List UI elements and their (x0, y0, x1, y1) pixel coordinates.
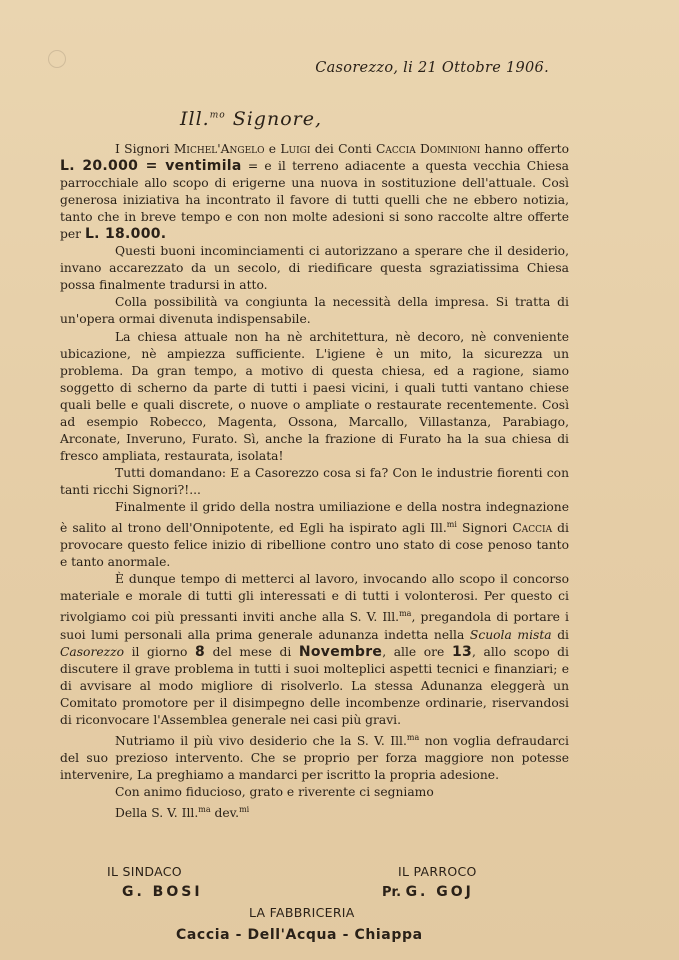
paragraph-invitation (60, 571, 569, 729)
text: di provocare questo felice inizio di ribellione contro uno stato di cose penoso tanto e tanto anormale. (60, 521, 569, 570)
collected-amount: L. 18.000. (84, 226, 167, 243)
fabbriceria-names: Caccia - Dell'Acqua - Chiappa (176, 927, 423, 943)
text: , pregandola di portare i suoi lumi personali alla prima generale adunanza indetta nella (60, 610, 569, 642)
text: Della S. V. Ill. (115, 806, 199, 821)
parroco-signature (382, 884, 474, 900)
text: , allo scopo di discutere il grave problema in tutti i suoi molteplici aspetti tecnici e finanziari; e di avvisare al modo migliore di risolverlo. La stessa Adunanza eleggerà un Comitato promotore per il disimpegno delle incombenze ordinarie, riservandosi di riconvocare l'Assemblea generale nei casi più gravi. (60, 644, 569, 727)
letter-date: Casorezzo, li 21 Ottobre 1906. (315, 60, 549, 76)
text: hanno offerto (480, 142, 569, 156)
paragraph-valediction (60, 801, 569, 822)
text: il giorno (123, 644, 196, 659)
letter-body (60, 141, 569, 822)
meeting-place: Scuola mista (469, 627, 552, 642)
paper-stain (48, 50, 66, 68)
offer-amount: L. 20.000 = ventimila (60, 158, 242, 175)
salutation-title: Ill. (180, 108, 210, 130)
text: , alle ore (382, 644, 452, 659)
paragraph-request (60, 729, 569, 784)
text: dev. (210, 806, 240, 821)
text: dei Conti (310, 142, 376, 156)
salutation (180, 108, 322, 130)
paragraph-offer (60, 141, 569, 243)
text: Signori (456, 521, 513, 536)
donor-family: Caccia Dominioni (375, 142, 481, 156)
text: I Signori (115, 142, 174, 156)
fabbriceria-title: LA FABBRICERIA (249, 905, 355, 920)
text: e (264, 142, 281, 156)
text: = e il terreno adiacente a questa vecchia Chiesa parrocchiale allo scopo di erigerne una nuova in sostituzione dell'attuale. Così generosa iniziativa ha incontrato il favore di tutti quelli che ne ebbero notizia, tanto che in breve tempo e con non molte adesioni si sono raccolte altre offerte per (60, 159, 569, 242)
paragraph-necessity: Colla possibilità va congiunta la necessità della impresa. Si tratta di un'opera ormai divenuta indispensabile. (60, 295, 569, 327)
superscript: ma (399, 609, 412, 619)
meeting-town: Casorezzo (60, 644, 124, 659)
sindaco-name: G. BOSI (122, 884, 203, 900)
superscript: mi (446, 520, 457, 530)
paragraph-inspiration (60, 499, 569, 571)
parroco-name: G. GOJ (405, 884, 474, 900)
meeting-hour: 13 (451, 643, 473, 660)
text: di (551, 627, 569, 642)
donor-name: Luigi (280, 142, 311, 156)
superscript: ma (198, 805, 211, 815)
superscript: mi (239, 805, 250, 815)
paragraph-closing: Con animo fiducioso, grato e riverente ci segniamo (115, 785, 434, 800)
text: non voglia defraudarci del suo prezioso intervento. Che se proprio per forza maggiore non potesse intervenire, La preghiamo a mandarci per iscritto la propria adesione. (60, 733, 569, 782)
parroco-prefix: Pr. (382, 885, 402, 900)
paragraph-church-state: La chiesa attuale non ha nè architettura, nè decoro, nè conveniente ubicazione, nè ampiezza sufficiente. L'igiene è un mito, la sicurezza un problema. Da gran tempo, a motivo di questa chiesa, ed a ragione, siamo soggetto di scherno da parte di tutti i paesi vicini, i quali tutti vantano chiese quali belle e quali discrete, o nuove o ampliate o restaurate recentemente. Così ad esempio Robecco, Magenta, Ossona, Marcallo, Villastanza, Parabiago, Arconate, Inveruno, Furato. Sì, anche la frazione di Furato ha la sua chiesa di fresco ampliata, restaurata, isolata! (60, 329, 569, 463)
family-name: Caccia (512, 521, 553, 536)
paragraph-hope: Questi buoni incominciamenti ci autorizzano a sperare che il desiderio, invano accarezzato da un secolo, di riedificare questa sgraziatissima Chiesa possa finalmente tradursi in atto. (60, 244, 569, 293)
sindaco-title: IL SINDACO (107, 864, 182, 879)
text: È dunque tempo di metterci al lavoro, invocando allo scopo il concorso materiale e morale di tutti gli interessati e di tutti i volonterosi. Per questo ci rivolgiamo coi più pressanti inviti anche alla S. V. Ill. (60, 572, 569, 625)
paragraph-question: Tutti domandano: E a Casorezzo cosa si fa? Con le industrie fiorenti con tanti ricchi Signori?!... (60, 465, 569, 497)
superscript: ma (406, 732, 420, 742)
text: Nutriamo il più vivo desiderio che la S. V. Ill. (115, 733, 407, 748)
salutation-rest: Signore, (232, 108, 323, 130)
meeting-month: Novembre (298, 643, 383, 660)
text: del mese di (205, 644, 299, 659)
meeting-day: 8 (195, 643, 206, 660)
text: Finalmente il grido della nostra umiliazione e della nostra indegnazione è salito al trono dell'Onnipotente, ed Egli ha ispirato agli Ill. (60, 499, 569, 536)
salutation-sup: mo (209, 110, 226, 121)
donor-name: Michel'Angelo (173, 142, 265, 156)
parroco-title: IL PARROCO (398, 864, 477, 879)
